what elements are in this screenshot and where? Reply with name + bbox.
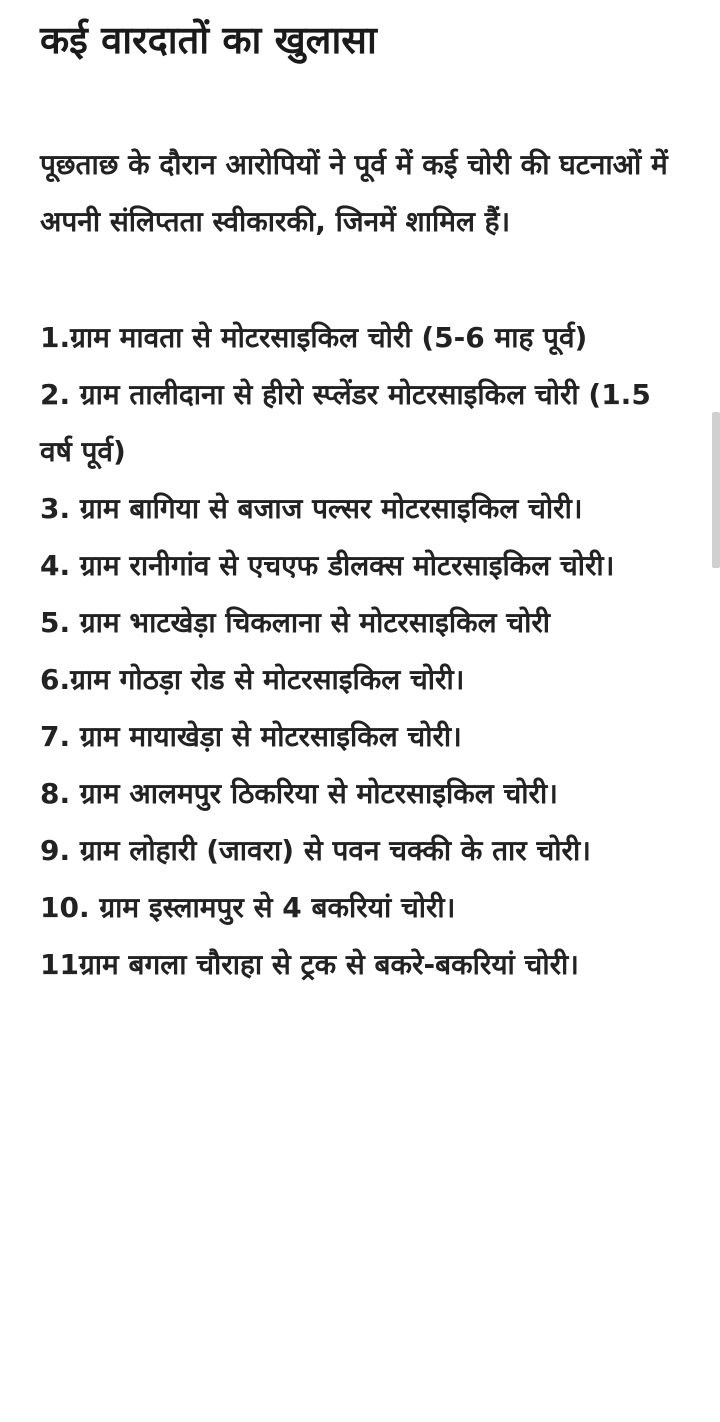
- article-heading: कई वारदातों का खुलासा: [40, 18, 377, 62]
- list-item: 1.ग्राम मावता से मोटरसाइकिल चोरी (5-6 माह पूर्व): [40, 321, 588, 354]
- article-body: [40, 0, 690, 993]
- intro-paragraph: पूछताछ के दौरान आरोपियों ने पूर्व में कई चोरी की घटनाओं में अपनी संलिप्तता स्वीकारकी, जिनमें शामिल हैं।: [40, 148, 668, 238]
- list-item: 6.ग्राम गोठड़ा रोड से मोटरसाइकिल चोरी।: [40, 663, 465, 696]
- list-item: 3. ग्राम बागिया से बजाज पल्सर मोटरसाइकिल चोरी।: [40, 492, 583, 525]
- list-item: 5. ग्राम भाटखेड़ा चिकलाना से मोटरसाइकिल चोरी: [40, 606, 551, 639]
- list-item: 8. ग्राम आलमपुर ठिकरिया से मोटरसाइकिल चोरी।: [40, 777, 558, 810]
- scrollbar-thumb[interactable]: [712, 412, 720, 568]
- incident-list: [40, 309, 690, 993]
- list-item: 4. ग्राम रानीगांव से एचएफ डीलक्स मोटरसाइकिल चोरी।: [40, 549, 615, 582]
- list-item: 11ग्राम बगला चौराहा से ट्रक से बकरे-बकरियां चोरी।: [40, 948, 579, 981]
- list-item: 10. ग्राम इस्लामपुर से 4 बकरियां चोरी।: [40, 891, 456, 924]
- list-item: 2. ग्राम तालीदाना से हीरो स्प्लेंडर मोटरसाइकिल चोरी (1.5 वर्ष पूर्व): [40, 378, 651, 468]
- list-item: 7. ग्राम मायाखेड़ा से मोटरसाइकिल चोरी।: [40, 720, 462, 753]
- list-item: 9. ग्राम लोहारी (जावरा) से पवन चक्की के तार चोरी।: [40, 834, 591, 867]
